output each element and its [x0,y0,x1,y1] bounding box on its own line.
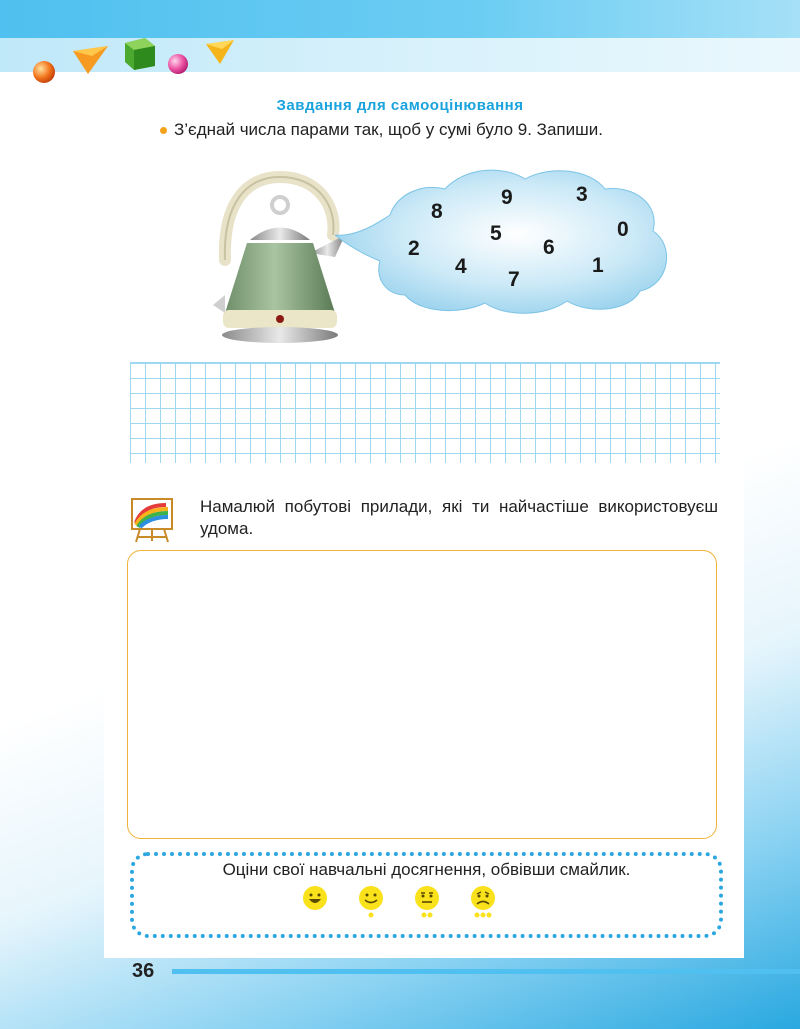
easel-icon [130,497,174,543]
footer-line [172,969,800,974]
drawing-area[interactable] [127,550,717,839]
cloud-number: 1 [592,254,604,277]
page-number: 36 [132,960,155,982]
header-band [0,0,800,38]
cloud-number: 5 [490,222,502,245]
cloud-number: 6 [543,236,555,259]
smile-icon[interactable] [357,884,385,918]
bullet-icon [160,127,167,134]
drawing-task-text: Намалюй побутові прилади, які ти найчастіше використовуєш удома. [200,497,718,538]
cloud-number: 4 [455,255,467,278]
pink-ball-icon [168,54,188,74]
big-smile-icon[interactable] [301,884,329,918]
answer-grid[interactable] [130,362,720,463]
task-title: Завдання для самооцінювання [276,97,524,114]
cloud-number: 7 [508,268,520,291]
task-instruction: З’єднай числа парами так, щоб у сумі було 9. Запиши. [174,120,603,139]
cloud-number: 3 [576,183,588,206]
cloud-number: 0 [617,218,629,241]
cloud-number: 9 [501,186,513,209]
orange-ball-icon [33,61,55,83]
evaluation-text: Оціни свої навчальні досягнення, обвівши смайлик. [222,860,631,879]
cloud-number: 8 [431,200,443,223]
neutral-icon[interactable] [413,884,441,918]
cloud-number: 2 [408,237,420,260]
sad-icon[interactable] [469,884,497,918]
